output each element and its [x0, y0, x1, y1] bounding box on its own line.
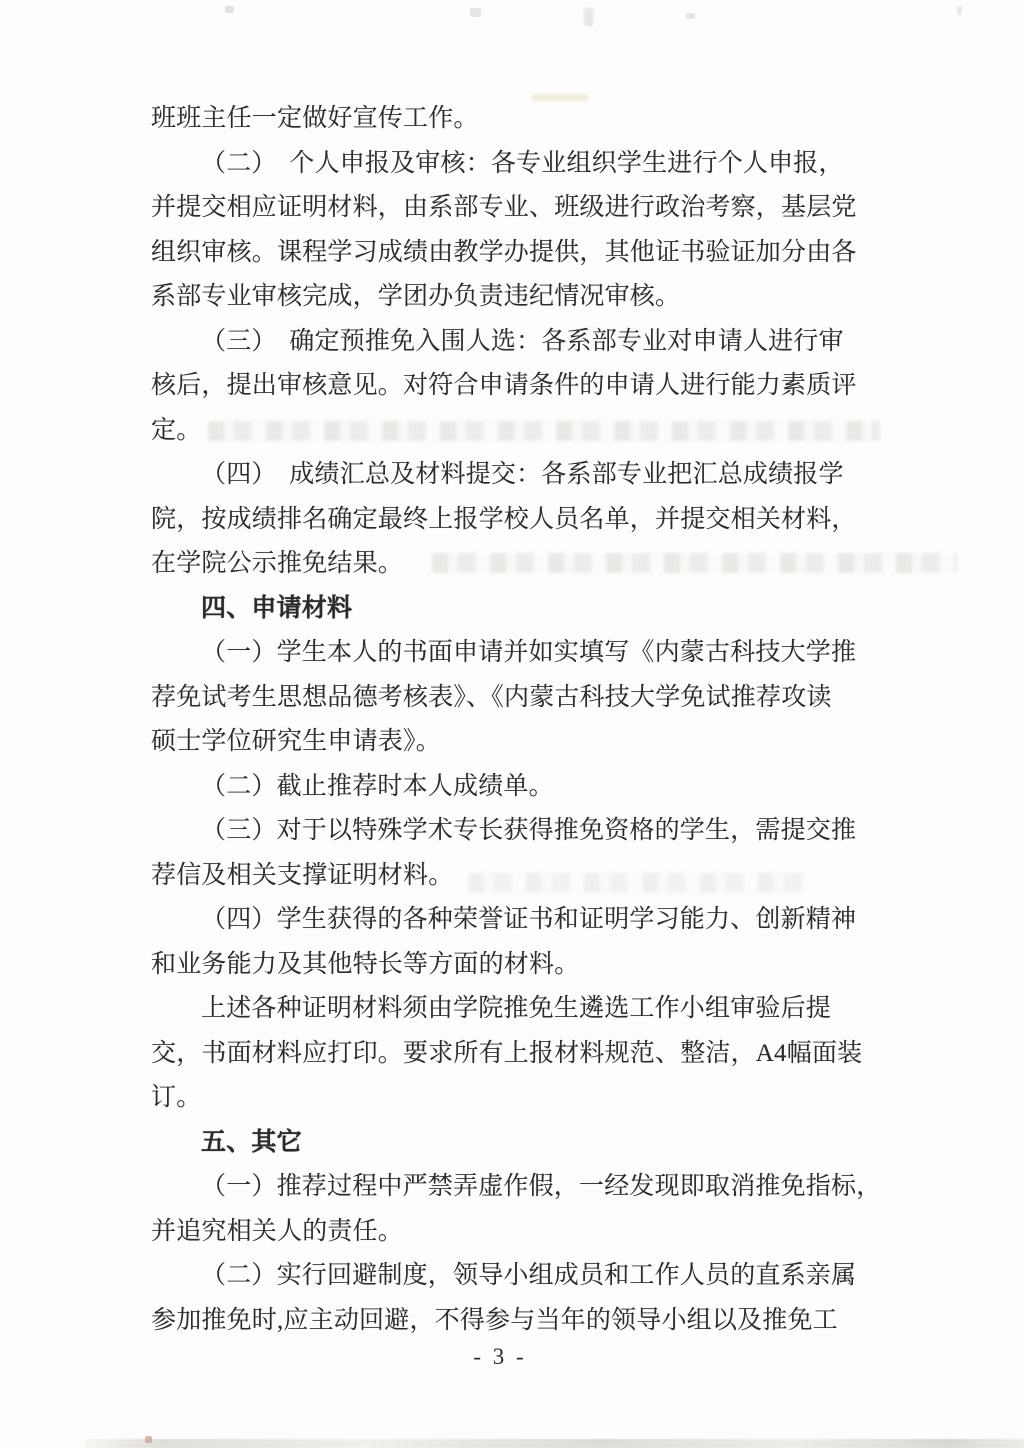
text-line: 系部专业审核完成，学团办负责违纪情况审核。: [151, 283, 681, 310]
text-line: 定。: [151, 416, 202, 444]
text-line: 荐免试考生思想品德考核表》、《内蒙古科技大学免试推荐攻读: [151, 683, 832, 711]
text-line: 在学院公示推免结果。: [151, 550, 404, 577]
text-line: 和业务能力及其他特长等方面的材料。: [151, 950, 580, 978]
text-line: 参加推免时,应主动回避，不得参与当年的领导小组以及推免工: [151, 1306, 838, 1334]
text-line: （二）截止推荐时本人成绩单。: [201, 772, 554, 800]
scan-speck-artifact: [957, 6, 962, 15]
document-body: [151, 97, 911, 1343]
text-line: 荐信及相关支撑证明材料。: [151, 861, 454, 889]
text-line: 硕士学位研究生申请表》。: [151, 728, 441, 755]
text-line: 组织审核。课程学习成绩由教学办提供，其他证书验证加分由各: [151, 238, 857, 266]
text-line: 订。: [151, 1084, 202, 1111]
text-line: 并提交相应证明材料，由系部专业、班级进行政治考察，基层党: [151, 194, 857, 221]
page-number: - 3 -: [473, 1344, 527, 1369]
text-line: （一）推荐过程中严禁弄虚作假，一经发现即取消推免指标，: [201, 1173, 882, 1200]
text-line: 核后，提出审核意见。对符合申请条件的申请人进行能力素质评: [151, 372, 857, 399]
section-heading: 四、申请材料: [201, 594, 353, 622]
text-line: （三）对于以特殊学术专长获得推免资格的学生，需提交推: [201, 817, 857, 844]
ink-bleed-artifact: [468, 873, 808, 893]
text-line: 班班主任一定做好宣传工作。: [151, 105, 479, 132]
ink-bleed-artifact: [208, 421, 880, 441]
scan-speck-artifact: [686, 13, 695, 19]
text-line: 并追究相关人的责任。: [151, 1217, 404, 1245]
scan-speck-artifact: [225, 6, 234, 13]
text-line: （一）学生本人的书面申请并如实填写《内蒙古科技大学推: [201, 639, 857, 666]
text-line: （四）学生获得的各种荣誉证书和证明学习能力、创新精神: [201, 906, 857, 933]
scan-speck-artifact: [470, 8, 481, 17]
text-line: （三） 确定预推免入围人选：各系部专业对申请人进行审: [201, 327, 844, 355]
text-line: （二） 个人申报及审核：各专业组织学生进行个人申报，: [201, 149, 844, 177]
text-line: 上述各种证明材料须由学院推免生遴选工作小组审验后提: [201, 995, 832, 1022]
ink-bleed-artifact: [432, 553, 957, 573]
scan-speck-artifact: [584, 8, 593, 26]
scan-edge-artifact: [85, 1439, 1024, 1448]
text-line: 交，书面材料应打印。要求所有上报材料规范、整洁，A4幅面装: [151, 1039, 863, 1067]
section-heading: 五、其它: [201, 1128, 302, 1156]
text-line: （四） 成绩汇总及材料提交：各系部专业把汇总成绩报学: [201, 461, 844, 488]
text-line: （二）实行回避制度，领导小组成员和工作人员的直系亲属: [201, 1262, 857, 1289]
text-line: 院，按成绩排名确定最终上报学校人员名单，并提交相关材料，: [151, 505, 857, 533]
